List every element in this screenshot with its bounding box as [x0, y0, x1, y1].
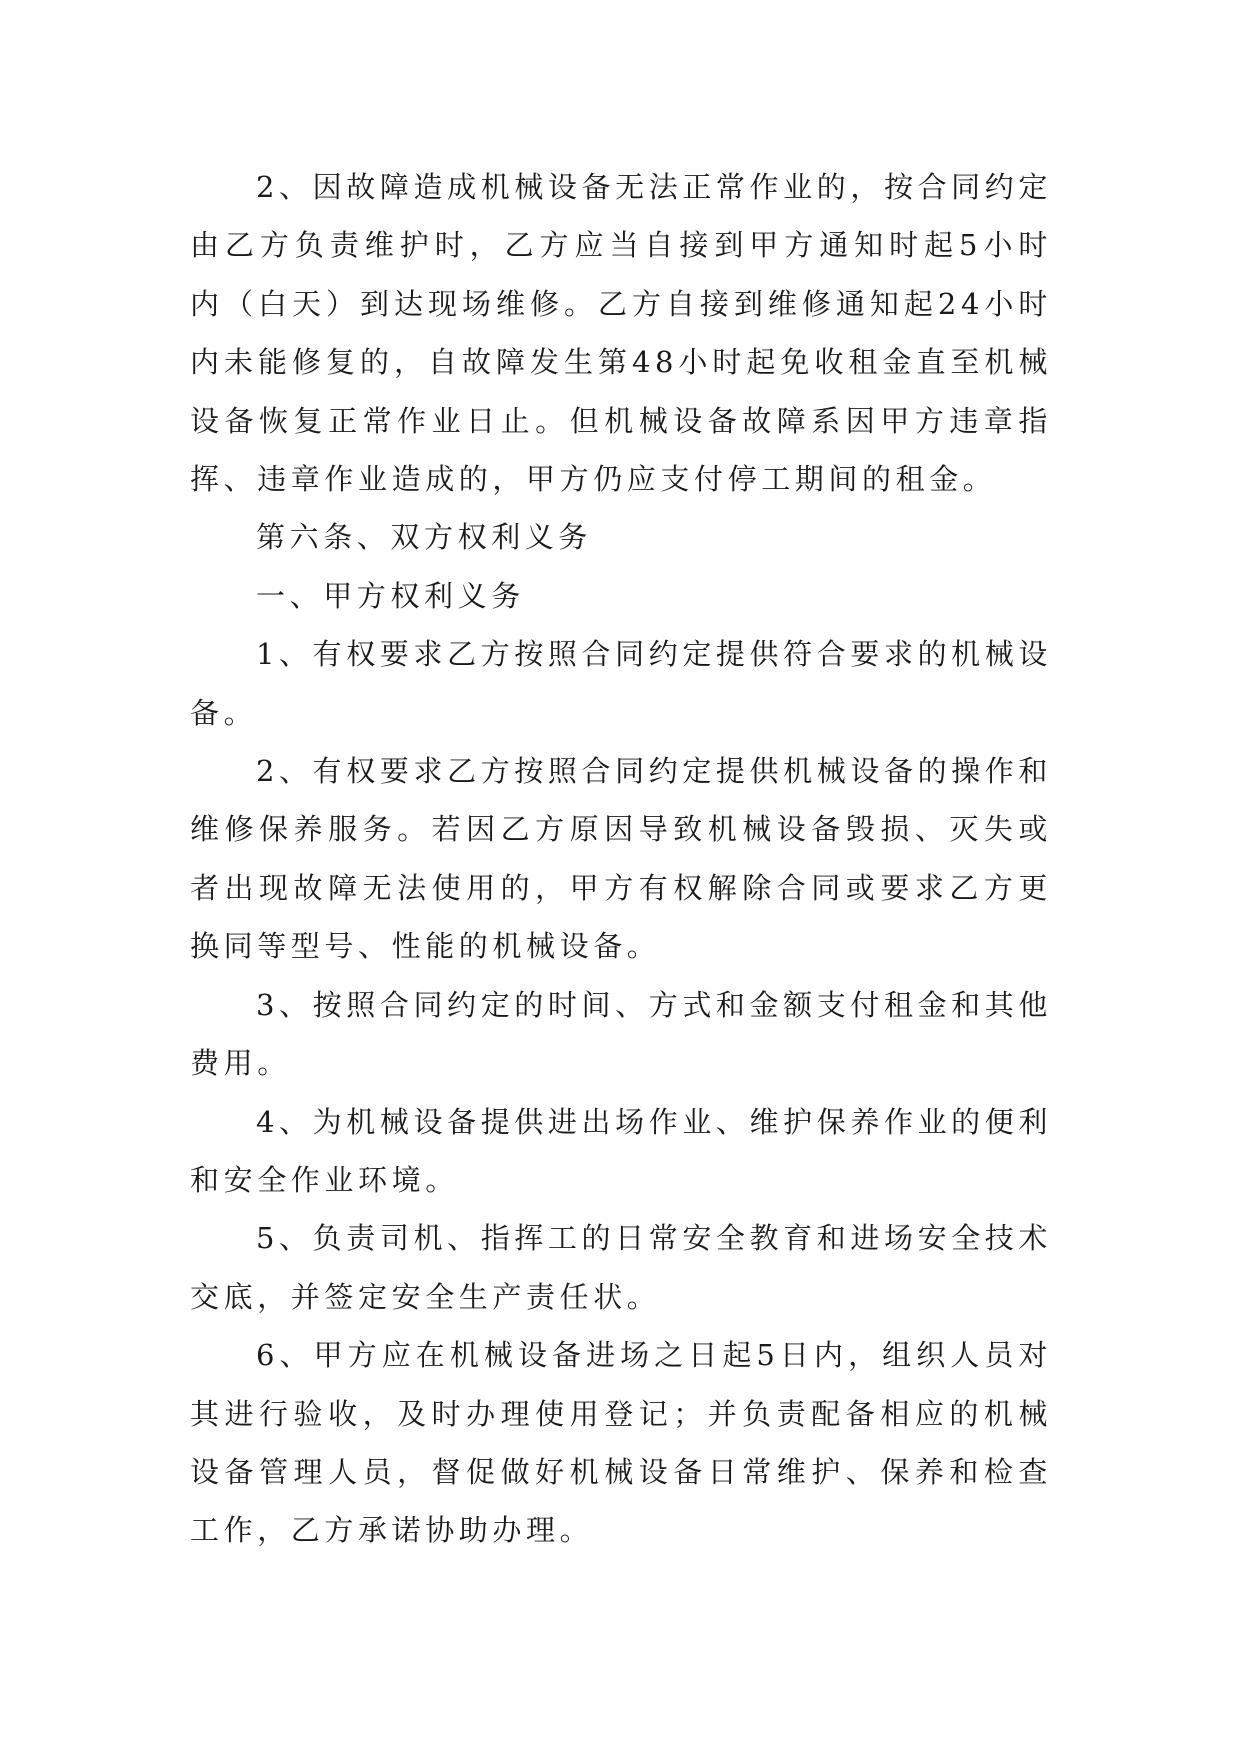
paragraph-item-6: 6、甲方应在机械设备进场之日起5日内，组织人员对其进行验收，及时办理使用登记；并负责配备相应的机械设备管理人员，督促做好机械设备日常维护、保养和检查工作，乙方承诺协助办理。: [190, 1338, 1052, 1548]
paragraph-item-4: 4、为机械设备提供进出场作业、维护保养作业的便利和安全作业环境。: [190, 1104, 1052, 1197]
section-heading-rights-obligations: 第六条、双方权利义务: [256, 520, 593, 555]
paragraph-item-3: 3、按照合同约定的时间、方式和金额支付租金和其他费用。: [190, 987, 1052, 1081]
document-page: [190, 158, 1052, 1560]
paragraph-item-5: 5、负责司机、指挥工的日常安全教育和进场安全技术交底，并签定安全生产责任状。: [190, 1221, 1052, 1314]
subsection-heading-party-a: 一、甲方权利义务: [256, 578, 525, 613]
paragraph-fault-repair: 2、因故障造成机械设备无法正常作业的，按合同约定由乙方负责维护时，乙方应当自接到甲方通知时起5小时内（白天）到达现场维修。乙方自接到维修通知起24小时内未能修复的，自故障发生第48小时起免收租金直至机械设备恢复正常作业日止。但机械设备故障系因甲方违章指挥、违章作业造成的，甲方仍应支付停工期间的租金。: [190, 170, 1052, 497]
paragraph-item-1: 1、有权要求乙方按照合同约定提供符合要求的机械设备。: [190, 637, 1052, 730]
paragraph-item-2: 2、有权要求乙方按照合同约定提供机械设备的操作和维修保养服务。若因乙方原因导致机械设备毁损、灭失或者出现故障无法使用的，甲方有权解除合同或要求乙方更换同等型号、性能的机械设备。: [190, 754, 1052, 964]
